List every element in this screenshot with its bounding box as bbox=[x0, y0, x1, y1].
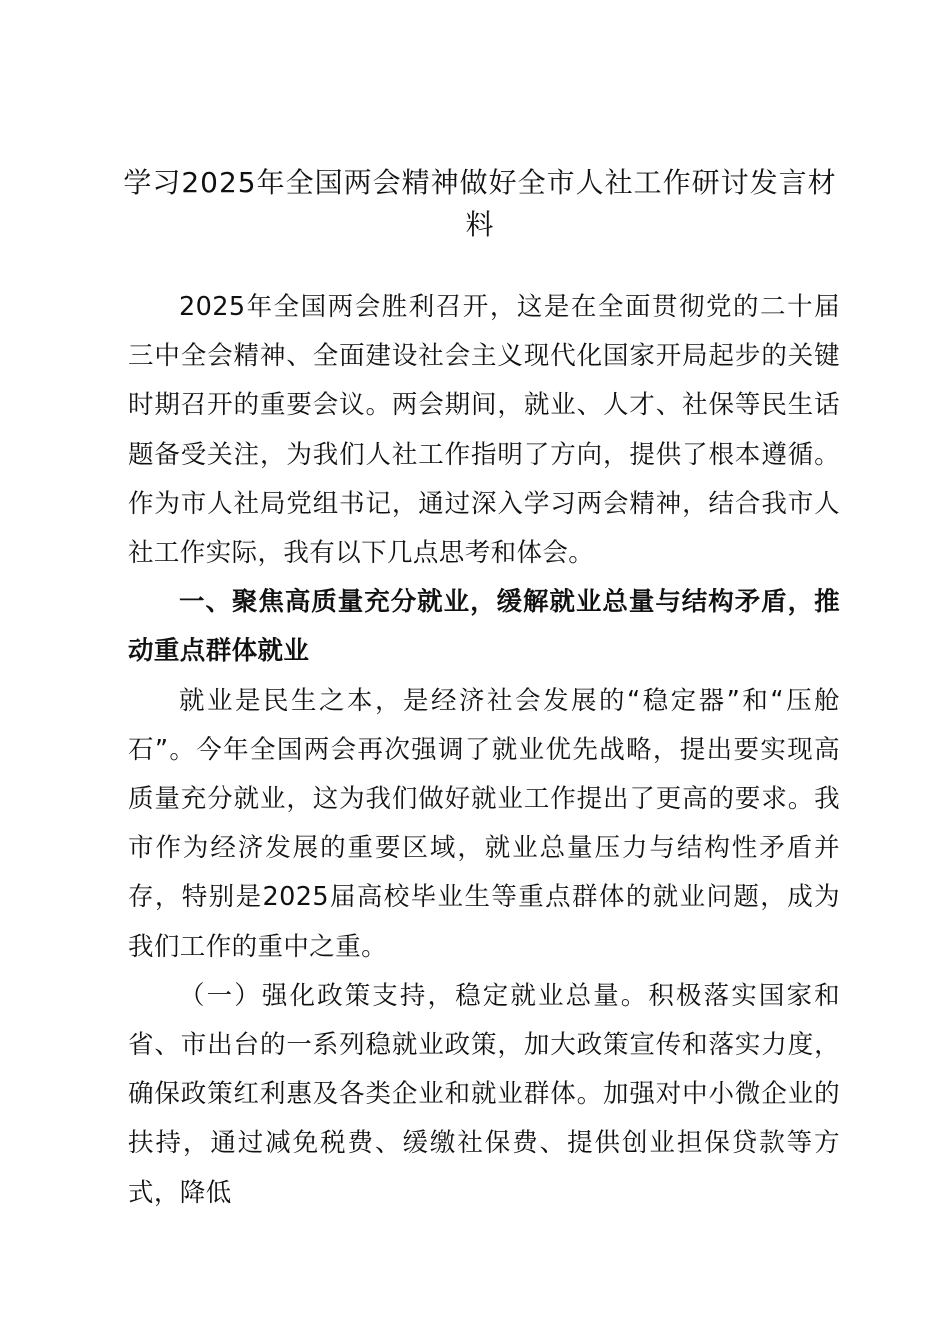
document-title: 学习2025年全国两会精神做好全市人社工作研讨发言材料 bbox=[123, 166, 837, 241]
document-body bbox=[128, 283, 840, 1218]
paragraph-policy-support: （一）强化政策支持，稳定就业总量。积极落实国家和省、市出台的一系列稳就业政策，加大政策宣传和落实力度，确保政策红利惠及各类企业和就业群体。加强对中小微企业的扶持，通过减免税费、缓缴社保费、提供创业担保贷款等方式，降低 bbox=[128, 980, 840, 1208]
paragraph-intro: 2025年全国两会胜利召开，这是在全面贯彻党的二十届三中全会精神、全面建设社会主义现代化国家开局起步的关键时期召开的重要会议。两会期间，就业、人才、社保等民生话题备受关注，为我们人社工作指明了方向，提供了根本遵循。作为市人社局党组书记，通过深入学习两会精神，结合我市人社工作实际，我有以下几点思考和体会。 bbox=[128, 292, 840, 569]
paragraph-employment: 就业是民生之本，是经济社会发展的“稳定器”和“压舱石”。今年全国两会再次强调了就业优先战略，提出要实现高质量充分就业，这为我们做好就业工作提出了更高的要求。我市作为经济发展的重要区域，就业总量压力与结构性矛盾并存，特别是2025届高校毕业生等重点群体的就业问题，成为我们工作的重中之重。 bbox=[128, 685, 840, 962]
section-heading-1: 一、聚焦高质量充分就业，缓解就业总量与结构矛盾，推动重点群体就业 bbox=[128, 587, 840, 667]
